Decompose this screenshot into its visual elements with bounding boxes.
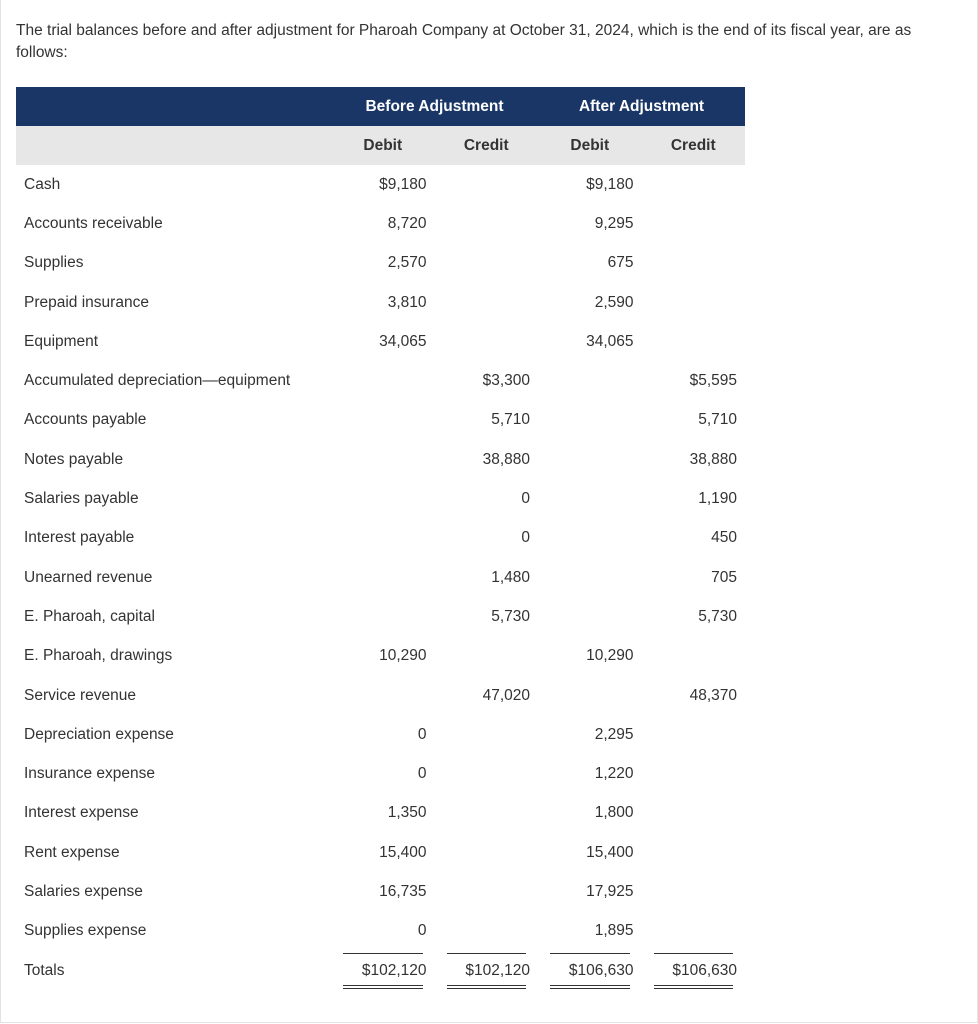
before-debit — [331, 597, 435, 636]
after-credit — [642, 637, 746, 676]
after-debit — [538, 361, 642, 400]
account-name: E. Pharoah, capital — [24, 607, 155, 625]
after-credit: 5,730 — [698, 607, 738, 625]
totals-row — [16, 951, 745, 990]
table-row — [16, 401, 745, 440]
before-debit — [331, 479, 435, 518]
total-after-debit — [538, 951, 642, 990]
before-credit — [435, 637, 539, 676]
after-credit — [642, 322, 746, 361]
total-value: $102,120 — [465, 961, 531, 979]
before-credit — [435, 794, 539, 833]
before-credit — [435, 912, 539, 951]
before-credit — [435, 715, 539, 754]
header-row-columns — [16, 126, 745, 165]
before-credit — [435, 165, 539, 204]
after-debit: 1,800 — [594, 804, 634, 822]
after-debit: 1,895 — [594, 922, 634, 940]
account-name: Insurance expense — [24, 765, 155, 783]
before-debit: 1,350 — [387, 804, 427, 822]
account-name: Rent expense — [24, 843, 120, 861]
after-credit: 38,880 — [689, 450, 738, 468]
total-before-debit — [331, 951, 435, 990]
before-credit — [435, 754, 539, 793]
before-debit: 0 — [417, 922, 427, 940]
before-credit: 0 — [521, 490, 531, 508]
table-row — [16, 912, 745, 951]
account-name: Equipment — [24, 332, 99, 350]
after-debit — [538, 479, 642, 518]
before-credit — [435, 283, 539, 322]
after-credit — [642, 872, 746, 911]
total-value: $102,120 — [361, 961, 427, 979]
table-row — [16, 204, 745, 243]
after-credit — [642, 794, 746, 833]
table-row — [16, 637, 745, 676]
after-debit: 15,400 — [586, 843, 634, 861]
header-before-debit: Debit — [331, 126, 435, 165]
table-row — [16, 165, 745, 204]
before-debit: 34,065 — [379, 332, 427, 350]
table-row — [16, 597, 745, 636]
before-debit — [331, 558, 435, 597]
after-debit: 675 — [607, 254, 634, 272]
account-name: Interest expense — [24, 804, 139, 822]
after-debit — [538, 558, 642, 597]
total-after-credit — [642, 951, 746, 990]
after-debit: 9,295 — [594, 214, 634, 232]
before-debit: 3,810 — [387, 293, 427, 311]
before-debit: 10,290 — [379, 647, 427, 665]
account-name: Accounts receivable — [24, 214, 163, 232]
after-credit — [642, 912, 746, 951]
after-debit: 10,290 — [586, 647, 634, 665]
before-debit: 15,400 — [379, 843, 427, 861]
account-name: Salaries expense — [24, 882, 143, 900]
after-debit: 17,925 — [586, 882, 634, 900]
after-credit — [642, 715, 746, 754]
table-row — [16, 322, 745, 361]
account-name: Unearned revenue — [24, 568, 153, 586]
account-name: Notes payable — [24, 450, 124, 468]
before-debit — [331, 361, 435, 400]
double-rule — [550, 985, 630, 989]
header-after-credit: Credit — [642, 126, 746, 165]
after-debit — [538, 676, 642, 715]
after-debit: 2,295 — [594, 725, 634, 743]
total-value: $106,630 — [672, 961, 738, 979]
account-name: E. Pharoah, drawings — [24, 647, 173, 665]
table-row — [16, 283, 745, 322]
before-credit: $3,300 — [482, 372, 531, 390]
double-rule — [654, 985, 734, 989]
before-credit: 0 — [521, 529, 531, 547]
header-before-adjustment: Before Adjustment — [331, 87, 538, 126]
before-credit — [435, 244, 539, 283]
before-credit — [435, 322, 539, 361]
account-name: Interest payable — [24, 529, 135, 547]
header-before-credit: Credit — [435, 126, 539, 165]
after-credit: 1,190 — [698, 490, 738, 508]
table-row — [16, 715, 745, 754]
before-debit: 2,570 — [387, 254, 427, 272]
account-name: Service revenue — [24, 686, 137, 704]
before-credit: 1,480 — [491, 568, 531, 586]
before-credit — [435, 833, 539, 872]
total-value: $106,630 — [568, 961, 634, 979]
header-blank — [16, 87, 331, 126]
header-after-debit: Debit — [538, 126, 642, 165]
single-rule — [654, 953, 734, 954]
table-row — [16, 519, 745, 558]
single-rule — [343, 953, 423, 954]
after-debit — [538, 597, 642, 636]
single-rule — [550, 953, 630, 954]
double-rule — [343, 985, 423, 989]
table-row — [16, 558, 745, 597]
after-debit: 2,590 — [594, 293, 634, 311]
after-credit — [642, 833, 746, 872]
header-row-groups — [16, 87, 745, 126]
before-debit: 16,735 — [379, 882, 427, 900]
before-debit — [331, 440, 435, 479]
before-debit: 0 — [417, 765, 427, 783]
trial-balance-table — [16, 87, 745, 990]
table-row — [16, 440, 745, 479]
totals-label: Totals — [24, 961, 65, 979]
account-name: Accumulated depreciation—equipment — [24, 372, 291, 390]
table-row — [16, 833, 745, 872]
after-credit — [642, 204, 746, 243]
after-credit: 450 — [711, 529, 738, 547]
after-debit — [538, 401, 642, 440]
table-row — [16, 244, 745, 283]
after-credit — [642, 754, 746, 793]
account-name: Supplies expense — [24, 922, 147, 940]
table-row — [16, 872, 745, 911]
after-credit: 705 — [711, 568, 738, 586]
after-credit — [642, 244, 746, 283]
table-row — [16, 754, 745, 793]
double-rule — [447, 985, 527, 989]
table-row — [16, 361, 745, 400]
before-debit — [331, 401, 435, 440]
account-name: Cash — [24, 175, 61, 193]
account-name: Accounts payable — [24, 411, 147, 429]
after-credit: 48,370 — [689, 686, 738, 704]
header-after-adjustment: After Adjustment — [538, 87, 745, 126]
single-rule — [447, 953, 527, 954]
table-row — [16, 479, 745, 518]
account-name: Salaries payable — [24, 490, 139, 508]
account-name: Prepaid insurance — [24, 293, 149, 311]
after-credit: 5,710 — [698, 411, 738, 429]
table-row — [16, 676, 745, 715]
before-credit: 5,710 — [491, 411, 531, 429]
before-debit: $9,180 — [379, 175, 427, 193]
after-credit: $5,595 — [689, 372, 738, 390]
after-credit — [642, 165, 746, 204]
before-debit: 8,720 — [387, 214, 427, 232]
after-debit: 1,220 — [594, 765, 634, 783]
intro-text: The trial balances before and after adjustment for Pharoah Company at October 31, 2024, which is the end of its fiscal year, are as follows: — [16, 22, 912, 61]
before-debit — [331, 676, 435, 715]
before-credit: 38,880 — [482, 450, 531, 468]
after-debit — [538, 519, 642, 558]
header-blank-sub — [16, 126, 331, 165]
before-debit — [331, 519, 435, 558]
before-credit: 5,730 — [491, 607, 531, 625]
table-row — [16, 794, 745, 833]
before-credit — [435, 204, 539, 243]
after-debit — [538, 440, 642, 479]
before-credit: 47,020 — [482, 686, 531, 704]
after-debit: 34,065 — [586, 332, 634, 350]
account-name: Depreciation expense — [24, 725, 174, 743]
total-before-credit — [435, 951, 539, 990]
after-debit: $9,180 — [586, 175, 634, 193]
before-credit — [435, 872, 539, 911]
after-credit — [642, 283, 746, 322]
account-name: Supplies — [24, 254, 84, 272]
before-debit: 0 — [417, 725, 427, 743]
